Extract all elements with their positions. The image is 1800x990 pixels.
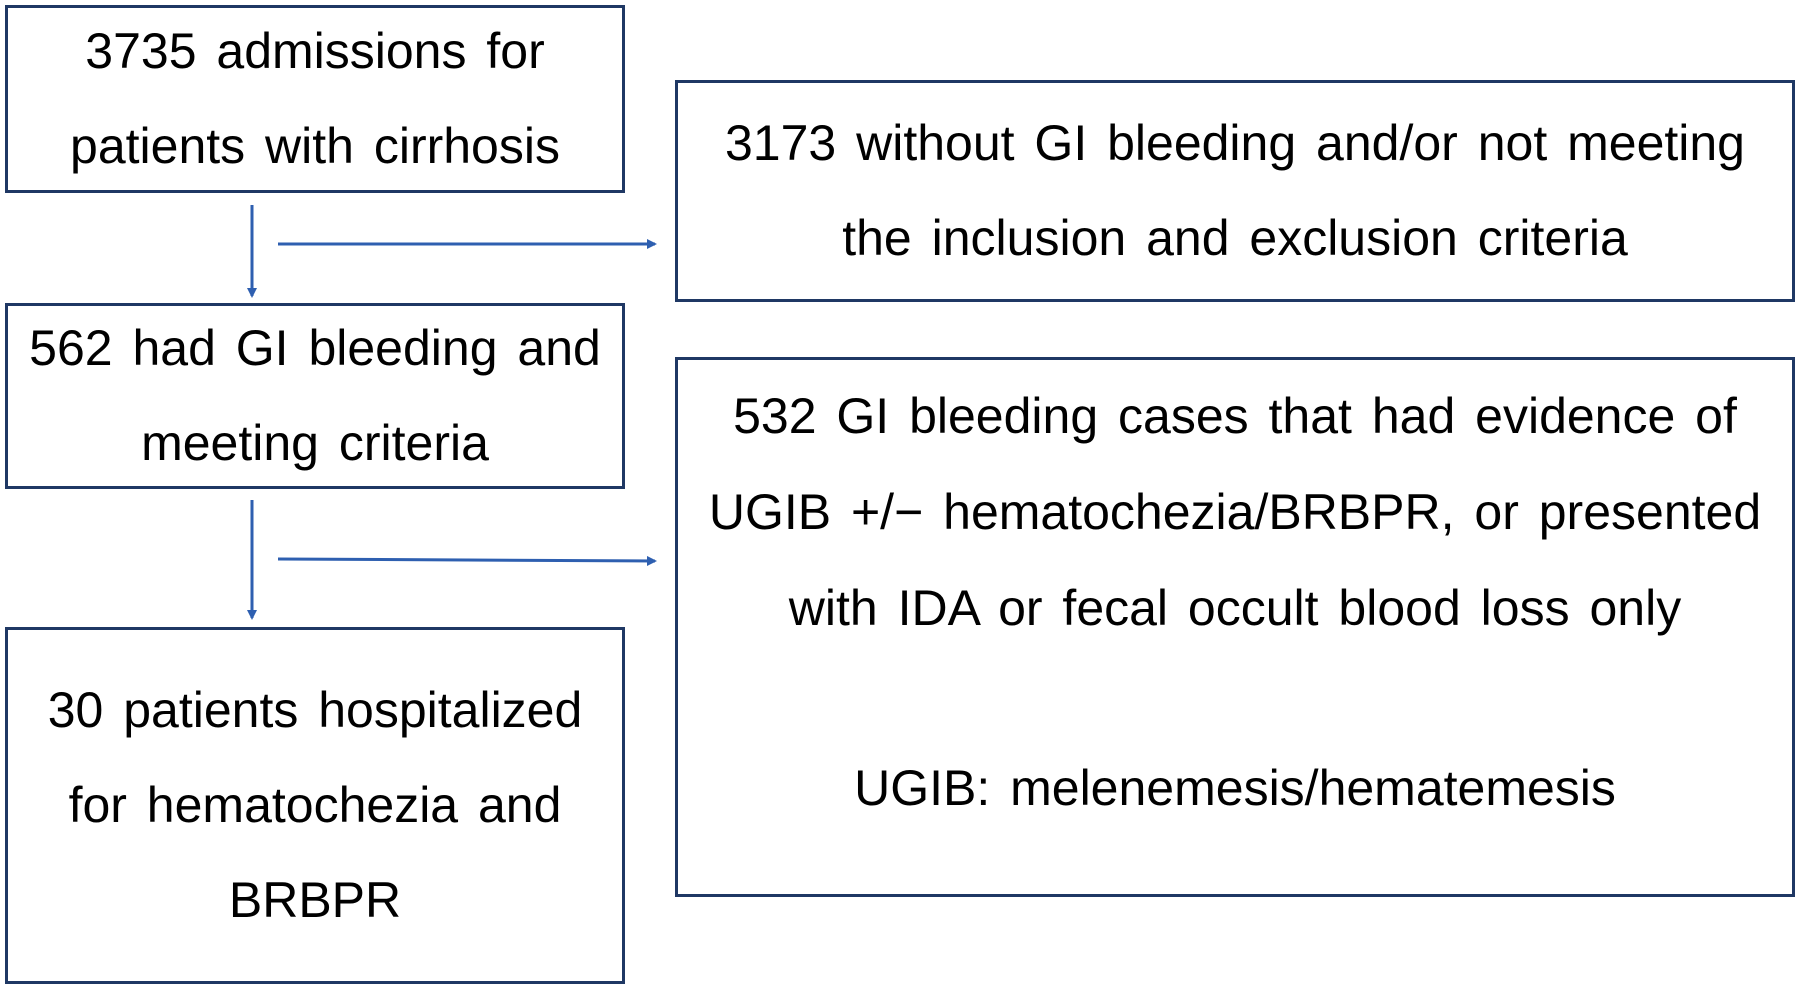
ugib-footnote: UGIB: melenemesis/hematemesis <box>854 760 1616 816</box>
final-box <box>5 627 625 984</box>
ugib-cases-line-3: with IDA or fecal occult blood loss only <box>788 580 1682 636</box>
gi-bleeding-line-1: 562 had GI bleeding and <box>29 320 601 376</box>
final-line-2: for hematochezia and <box>68 777 562 833</box>
admissions-box <box>5 5 625 193</box>
admissions-line-1: 3735 admissions for <box>85 23 545 79</box>
gi-bleeding-box <box>5 303 625 489</box>
ugib-cases-box <box>675 357 1795 897</box>
excluded-box <box>675 80 1795 302</box>
final-line-3: BRBPR <box>228 872 402 928</box>
ugib-cases-line-1: 532 GI bleeding cases that had evidence of <box>733 388 1737 444</box>
excluded-line-2: the inclusion and exclusion criteria <box>842 210 1628 266</box>
ugib-cases-line-2: UGIB +/− hematochezia/BRBPR, or presented <box>708 484 1762 540</box>
excluded-line-1: 3173 without GI bleeding and/or not meeting <box>724 115 1745 171</box>
admissions-line-2: patients with cirrhosis <box>70 118 560 174</box>
gi-bleeding-line-2: meeting criteria <box>141 415 489 471</box>
final-line-1: 30 patients hospitalized <box>47 682 583 738</box>
arrow-to-ugib-cases <box>278 559 655 561</box>
